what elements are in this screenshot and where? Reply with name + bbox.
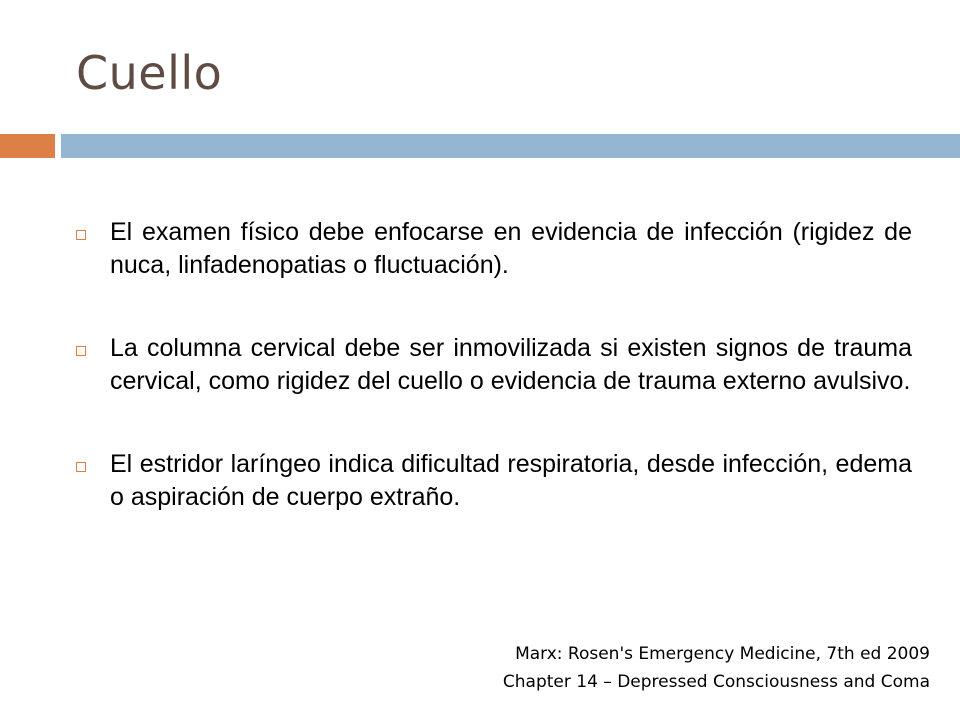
square-bullet-icon [76, 462, 86, 472]
slide-title: Cuello [76, 46, 223, 100]
accent-bar-orange [0, 134, 55, 158]
reference-line-1: Marx: Rosen's Emergency Medicine, 7th ed 2009 [515, 644, 930, 664]
reference-line-2: Chapter 14 – Depressed Consciousness and Coma [502, 672, 930, 692]
accent-bar-blue [61, 134, 960, 158]
bullet-text: El estridor laríngeo indica dificultad respiratoria, desde infección, edema o aspiración de cuerpo extraño. [110, 450, 912, 511]
bullet-item [70, 448, 912, 514]
square-bullet-icon [76, 346, 86, 356]
square-bullet-icon [76, 230, 86, 240]
bullet-item [70, 216, 912, 282]
reference-footer [503, 640, 930, 696]
bullet-list [70, 216, 912, 564]
bullet-text: La columna cervical debe ser inmovilizada si existen signos de trauma cervical, como rigidez del cuello o evidencia de trauma externo avulsivo. [110, 334, 912, 395]
bullet-item [70, 332, 912, 398]
bullet-text: El examen físico debe enfocarse en evidencia de infección (rigidez de nuca, linfadenopatias o fluctuación). [110, 218, 912, 279]
